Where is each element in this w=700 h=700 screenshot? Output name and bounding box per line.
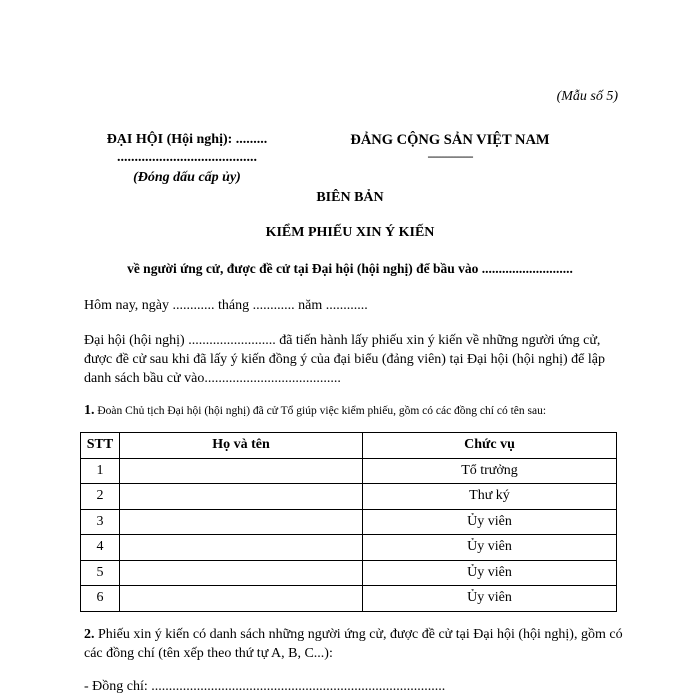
stamp-note: (Đóng dấu cấp ủy) [133,170,241,185]
document-subject: về người ứng cử, được đề cử tại Đại hội (hội nghị) để bầu vào ........................... [127,261,573,276]
section-2-text: Phiếu xin ý kiến có danh sách những người ứng cử, được đề cử tại Đại hội (hội nghị), gồm có các đồng chí (tên xếp theo thứ tự A, B, C...): [84,627,623,661]
body-paragraph: Đại hội (hội nghị) ......................... đã tiến hành lấy phiếu xin ý kiến về những người ứng cử, được đề cử sau khi đã lấy ý kiến đồng ý của đại biểu (đảng viên) tại Đại hội (hội nghị) để lập danh sách bầu cử vào....................................... [84,333,605,386]
row-stt: 3 [81,509,120,535]
section-2 [84,625,624,663]
row-role: Ủy viên [363,509,617,535]
row-stt: 1 [81,458,120,484]
table-row [81,509,617,535]
right-header [330,130,570,162]
section-2-number: 2. [84,627,95,642]
row-stt: 4 [81,535,120,561]
section-1-text: Đoàn Chủ tịch Đại hội (hội nghị) đã cử Tổ giúp việc kiểm phiếu, gồm có các đồng chí có tên sau: [97,405,547,417]
row-name [120,484,363,510]
table-header-row [81,433,617,459]
header-role: Chức vụ [363,433,617,459]
congress-name: ĐẠI HỘI (Hội nghị): ......... [106,132,268,147]
row-name [120,458,363,484]
row-name [120,509,363,535]
document-subtitle: KIỂM PHIẾU XIN Ý KIẾN [265,225,435,240]
row-name [120,586,363,612]
members-table [80,432,617,612]
date-line: Hôm nay, ngày ............ tháng ............ năm ............ [84,298,368,313]
row-role: Ủy viên [363,560,617,586]
row-name [120,535,363,561]
table-row [81,586,617,612]
congress-name-dots: ........................................ [117,150,257,165]
header-name: Họ và tên [120,433,363,459]
party-underline: --------------- [427,149,473,163]
header-stt: STT [81,433,120,459]
party-name: ĐẢNG CỘNG SẢN VIỆT NAM [350,132,550,148]
row-name [120,560,363,586]
section-1 [84,401,624,421]
table-row [81,560,617,586]
row-role: Ủy viên [363,586,617,612]
row-role: Thư ký [363,484,617,510]
table-row [81,535,617,561]
row-stt: 5 [81,560,120,586]
row-role: Ủy viên [363,535,617,561]
table-row [81,458,617,484]
row-role: Tổ trưởng [363,458,617,484]
left-header [72,130,302,188]
row-stt: 2 [81,484,120,510]
row-stt: 6 [81,586,120,612]
comrade-line: - Đồng chí: .................................................................................... [84,679,446,694]
document-title: BIÊN BẢN [316,190,384,205]
table-row [81,484,617,510]
section-1-number: 1. [84,403,95,418]
form-number: (Mẫu số 5) [556,89,618,104]
